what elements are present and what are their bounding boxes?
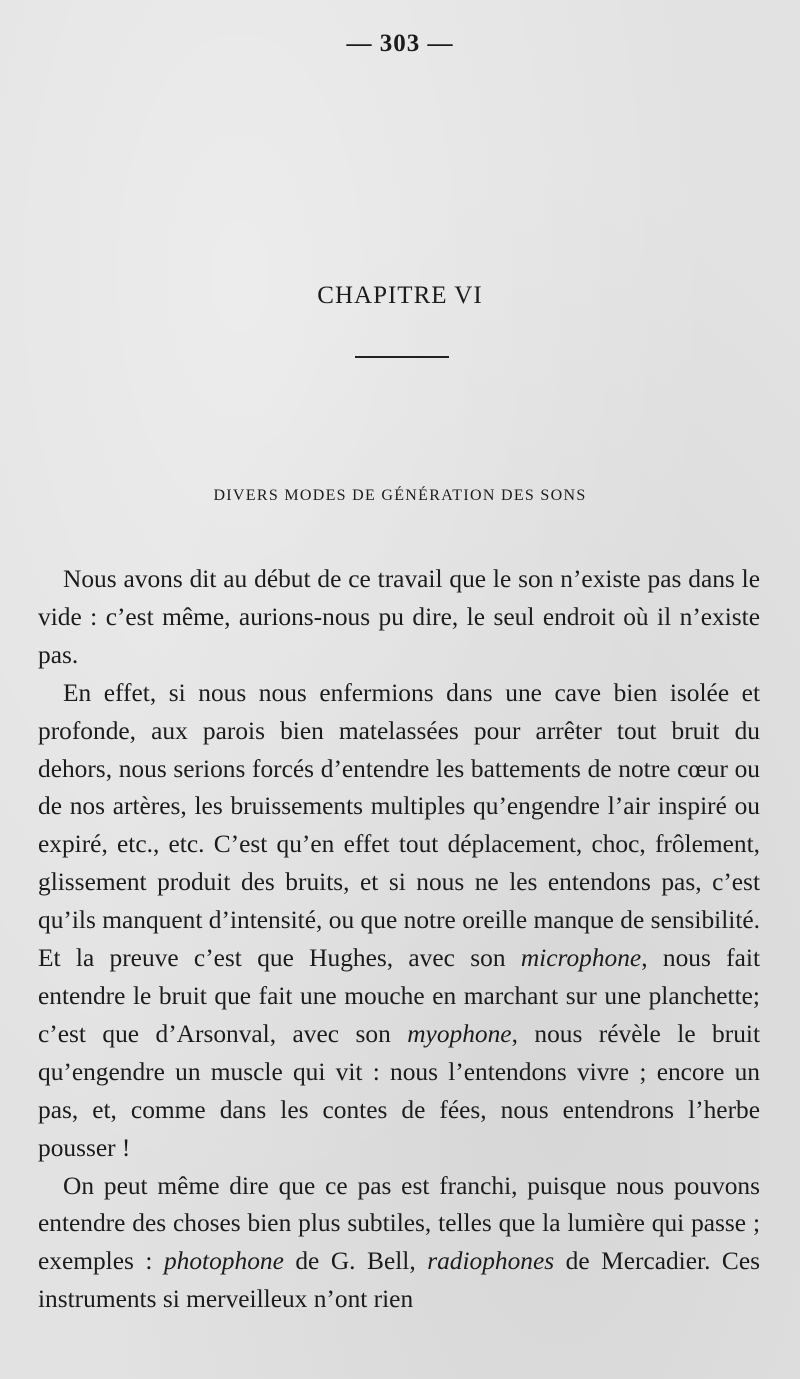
term-microphone: microphone [520, 944, 642, 973]
paragraph-2-text-2: , nous fait entendre le bruit que fait une mouche en marchant sur une planchette; c’est que d’Arsonval, avec son [38, 944, 760, 1048]
chapter-title: CHAPITRE VI [317, 282, 483, 309]
chapter-divider [355, 356, 449, 358]
term-radiophones: radiophones [427, 1247, 555, 1276]
term-photophone: photophone [163, 1247, 284, 1276]
paragraph-3-text-3: de Mercadier. Ces instruments si merveilleux n’ont rien [38, 1247, 761, 1314]
section-title: DIVERS MODES DE GÉNÉRATION DES SONS [213, 487, 587, 504]
page-number: — 303 — [346, 30, 454, 57]
paragraph-2 [38, 675, 760, 1168]
paragraph-3 [38, 1168, 760, 1320]
paragraph-2-text-3: , nous révèle le bruit qu’engendre un muscle qui vit : nous l’entendons vivre ; encore un pas, et, comme dans les contes de fées, nous entendrons l’herbe pousser ! [38, 1019, 760, 1162]
paragraph-3-text-2: de G. Bell, [283, 1247, 428, 1276]
term-myophone: myophone [407, 1019, 512, 1048]
body-text [38, 561, 760, 1319]
paragraph-1: Nous avons dit au début de ce travail que le son n’existe pas dans le vide : c’est même, aurions-nous pu dire, le seul endroit où il n’existe pas. [38, 565, 760, 669]
paragraph-3-text-1: On peut même dire que ce pas est franchi, puisque nous pouvons entendre des choses bien plus subtiles, telles que la lumière qui passe ; exemples : [38, 1171, 760, 1276]
paragraph-2-text-1: En effet, si nous nous enfermions dans une cave bien isolée et profonde, aux parois bien matelassées pour arrêter tout bruit du dehors, nous serions forcés d’entendre les battements de notre cœur ou de nos artères, les bruissements multiples qu’engendre l’air inspiré ou expiré, etc., etc. C’est qu’en effet tout déplacement, choc, frôlement, glissement produit des bruits, et si nous ne les entendons pas, c’est qu’ils manquent d’intensité, ou que notre oreille manque de sensibilité. Et la preuve c’est que Hughes, avec son [38, 678, 760, 973]
